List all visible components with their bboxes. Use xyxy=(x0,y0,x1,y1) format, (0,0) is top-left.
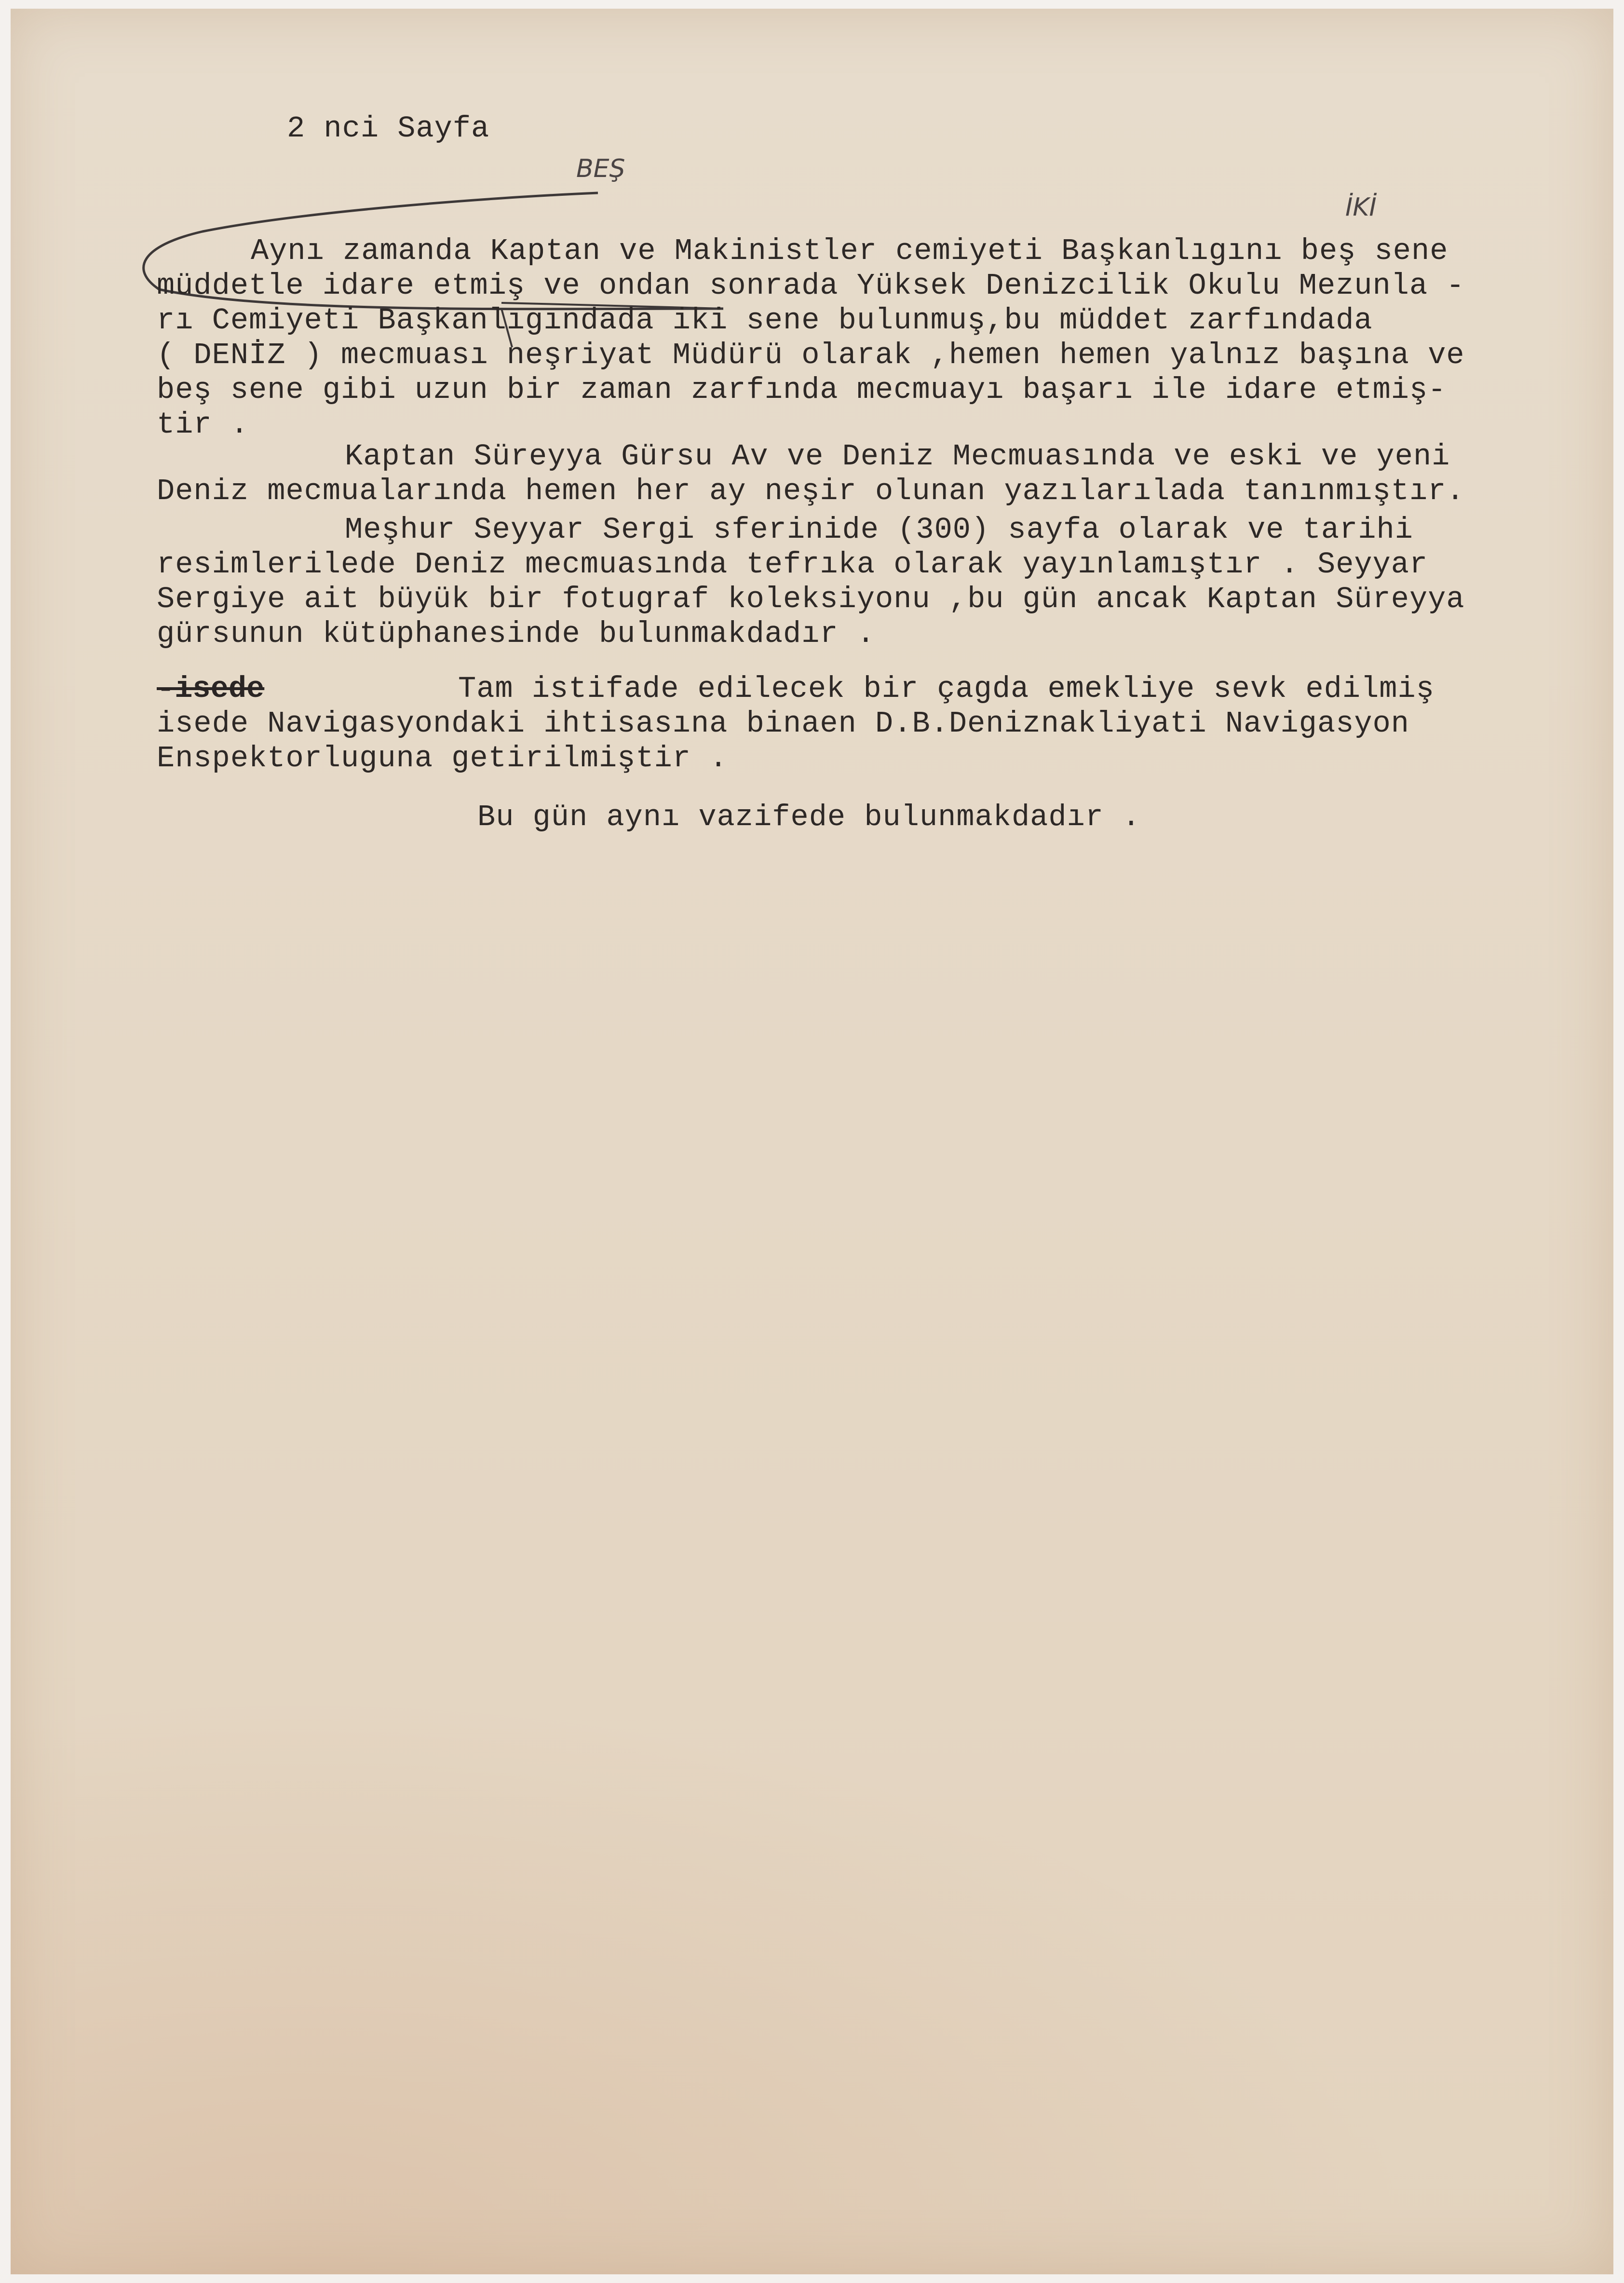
paragraph5-line1: Bu gün aynı vazifede bulunmakdadır . xyxy=(477,800,1141,834)
paragraph2-line1: Kaptan Süreyya Gürsu Av ve Deniz Mecmuasında ve eski ve yeni xyxy=(345,439,1450,474)
paragraph1-line1: Aynı zamanda Kaptan ve Makinistler cemiyeti Başkanlıgını beş sene xyxy=(251,234,1448,268)
paragraph4-line2: isede Navigasyondaki ihtisasına binaen D.B.Deniznakliyati Navigasyon xyxy=(157,707,1410,741)
paragraph3-line2: resimlerilede Deniz mecmuasında tefrıka olarak yayınlamıştır . Seyyar xyxy=(157,547,1428,582)
paragraph4-line1: Tam istifade edilecek bir çagda emekliye sevk edilmiş xyxy=(458,672,1435,706)
page-header: 2 nci Sayfa xyxy=(287,111,490,146)
paragraph1-line5: beş sene gibi uzun bir zaman zarfında mecmuayı başarı ile idare etmiş- xyxy=(157,373,1447,407)
paragraph4-line3: Enspektorluguna getirilmiştir . xyxy=(157,741,728,775)
paragraph3-line1: Meşhur Seyyar Sergi sferinide (300) sayfa olarak ve tarihi xyxy=(345,513,1413,547)
paragraph2-line2: Deniz mecmualarında hemen her ay neşir olunan yazılarılada tanınmıştır. xyxy=(157,474,1465,508)
handwritten-note-top: BEŞ xyxy=(576,154,625,183)
struck-word: -isede xyxy=(157,672,265,706)
paragraph1-line2: müddetle idare etmiş ve ondan sonrada Yüksek Denizcilik Okulu Mezunla - xyxy=(157,269,1465,303)
paragraph3-line4: gürsunun kütüphanesinde bulunmakdadır . xyxy=(157,617,876,651)
paragraph1-line4: ( DENİZ ) mecmuası neşriyat Müdürü olarak ,hemen hemen yalnız başına ve xyxy=(157,338,1465,372)
paragraph3-line3: Sergiye ait büyük bir fotugraf koleksiyonu ,bu gün ancak Kaptan Süreyya xyxy=(157,582,1465,616)
paragraph1-line6: tir . xyxy=(157,408,249,442)
handwritten-note-side: İKİ xyxy=(1345,193,1377,222)
paragraph1-line3: rı Cemiyeti Başkanlıgındada iki sene bulunmuş,bu müddet zarfındada xyxy=(157,303,1373,338)
